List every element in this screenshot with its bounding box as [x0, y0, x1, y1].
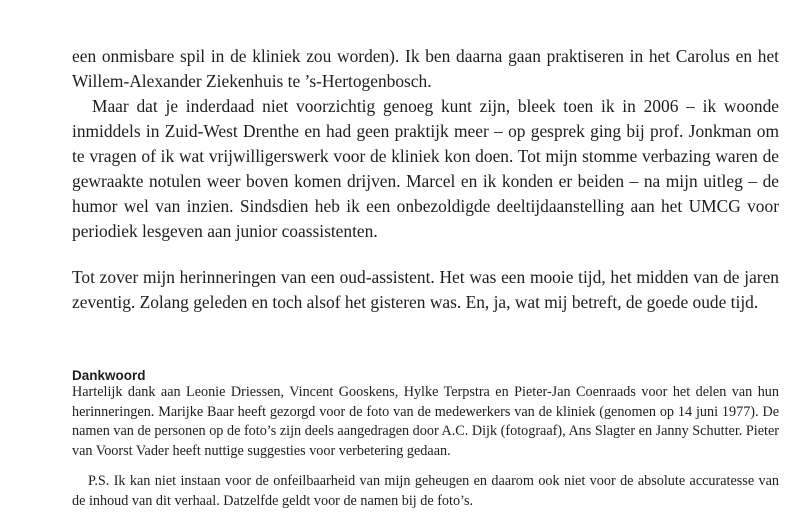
body-paragraph-1: een onmisbare spil in de kliniek zou worden). Ik ben daarna gaan praktiseren in het Carolus en het Willem-Alexander Ziekenhuis te ’s-Hertogenbosch.: [72, 46, 779, 91]
body-paragraph-2: Maar dat je inderdaad niet voorzichtig genoeg kunt zijn, bleek toen ik in 2006 – ik woonde inmiddels in Zuid-West Drenthe en had geen praktijk meer – op gesprek ging bij prof. Jonkman om te vragen of ik wat vrijwilligerswerk voor de kliniek kon doen. Tot mijn stomme verbazing waren de gewraakte notulen weer boven komen drijven. Marcel en ik konden er beiden – na mijn uitleg – de humor wel van inzien. Sindsdien heb ik een onbezoldigde deeltijdaanstelling aan het UMCG voor periodiek lesgeven aan junior coassistenten.: [72, 96, 779, 241]
acknowledgements-heading: Dankwoord: [72, 368, 146, 383]
body-paragraph-3: Tot zover mijn herinneringen van een oud-assistent. Het was een mooie tijd, het midden van de jaren zeventig. Zolang geleden en toch alsof het gisteren was. En, ja, wat mij betreft, de goede oude tijd.: [72, 267, 779, 312]
acknowledgements-paragraph-1: Hartelijk dank aan Leonie Driessen, Vincent Gooskens, Hylke Terpstra en Pieter-Jan Coenraads voor het delen van hun herinneringen. Marijke Baar heeft gezorgd voor de foto van de medewerkers van de kliniek (genomen op 14 juni 1977). De namen van de personen op de foto’s zijn deels aangedragen door A.C. Dijk (fotograaf), Ans Slagter en Janny Schutter. Pieter van Voorst Vader heeft nuttige suggesties voor verbetering gedaan.: [72, 384, 779, 459]
acknowledgements-paragraph-2: P.S. Ik kan niet instaan voor de onfeilbaarheid van mijn geheugen en daarom ook niet voor de absolute accuratesse van de inhoud van dit verhaal. Datzelfde geldt voor de namen bij de foto’s.: [72, 473, 779, 509]
